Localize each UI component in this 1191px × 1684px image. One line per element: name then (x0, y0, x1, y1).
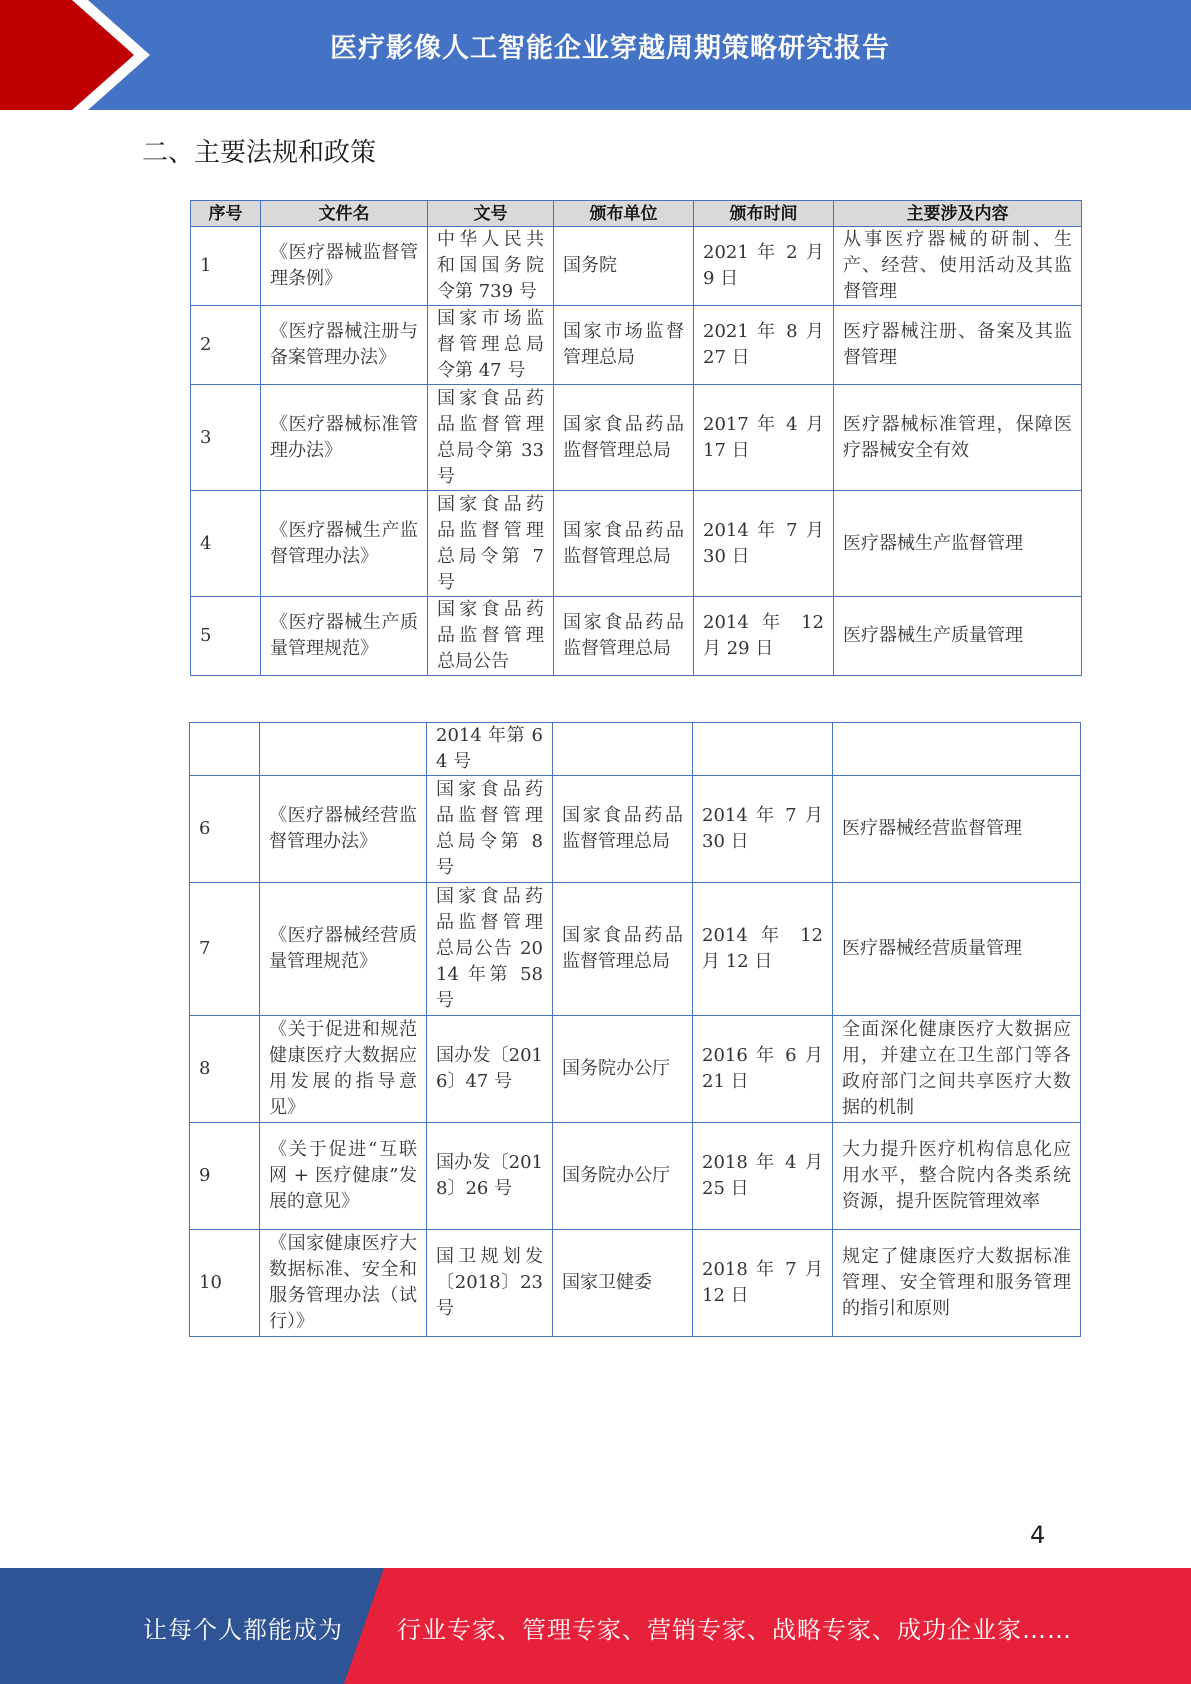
cell-main-content: 医疗器械经营监督管理 (833, 776, 1081, 883)
table-row (191, 306, 1082, 385)
cell-issuer: 国家食品药品监督管理总局 (554, 597, 694, 676)
cell-issuer: 国家市场监督管理总局 (554, 306, 694, 385)
cell-main-content: 医疗器械经营质量管理 (833, 883, 1081, 1016)
table-row (190, 776, 1081, 883)
table-row (190, 1123, 1081, 1230)
cell-document-number: 国办发〔2016〕47 号 (427, 1016, 553, 1123)
cell-no: 7 (190, 883, 260, 1016)
regulations-table-part-1 (190, 200, 1082, 676)
cell-document-name (260, 723, 427, 776)
cell-main-content: 医疗器械标准管理，保障医疗器械安全有效 (834, 385, 1082, 491)
cell-issue-date: 2021 年 8 月 27 日 (694, 306, 834, 385)
cell-issue-date: 2014 年 7 月 30 日 (693, 776, 833, 883)
header-issuer: 颁布单位 (554, 201, 694, 227)
cell-main-content: 全面深化健康医疗大数据应用，并建立在卫生部门等各政府部门之间共享医疗大数据的机制 (833, 1016, 1081, 1123)
cell-document-name: 《国家健康医疗大数据标准、安全和服务管理办法（试行）》 (260, 1230, 427, 1337)
cell-no: 9 (190, 1123, 260, 1230)
cell-document-number: 国家食品药品监督管理总局令第 7 号 (428, 491, 554, 597)
cell-document-name: 《医疗器械标准管理办法》 (261, 385, 428, 491)
cell-issuer: 国家食品药品监督管理总局 (553, 776, 693, 883)
section-heading: 二、主要法规和政策 (142, 138, 377, 168)
cell-document-name: 《医疗器械生产监督管理办法》 (261, 491, 428, 597)
cell-issue-date: 2017 年 4 月 17 日 (694, 385, 834, 491)
cell-document-number: 国家市场监督管理总局令第 47 号 (428, 306, 554, 385)
table-header-row (191, 201, 1082, 227)
cell-no: 2 (191, 306, 261, 385)
cell-no: 5 (191, 597, 261, 676)
cell-issuer: 国家食品药品监督管理总局 (554, 385, 694, 491)
footer-slogan-right: 行业专家、管理专家、营销专家、战略专家、成功企业家…… (397, 1616, 1072, 1644)
cell-document-name: 《医疗器械监督管理条例》 (261, 227, 428, 306)
cell-document-name: 《医疗器械生产质量管理规范》 (261, 597, 428, 676)
table-row (190, 1230, 1081, 1337)
page-footer (0, 1568, 1191, 1684)
footer-slogan-left: 让每个人都能成为 (143, 1616, 343, 1644)
header-document-number: 文号 (428, 201, 554, 227)
cell-issuer: 国家食品药品监督管理总局 (554, 491, 694, 597)
cell-document-name: 《关于促进“互联网 + 医疗健康”发展的意见》 (260, 1123, 427, 1230)
cell-issuer: 国务院 (554, 227, 694, 306)
cell-document-number: 国卫规划发〔2018〕23 号 (427, 1230, 553, 1337)
table-row (191, 227, 1082, 306)
cell-no: 3 (191, 385, 261, 491)
table-row (191, 597, 1082, 676)
table-row (190, 1016, 1081, 1123)
cell-issue-date: 2014 年 7 月 30 日 (694, 491, 834, 597)
cell-document-name: 《医疗器械注册与备案管理办法》 (261, 306, 428, 385)
cell-no: 10 (190, 1230, 260, 1337)
cell-document-name: 《医疗器械经营监督管理办法》 (260, 776, 427, 883)
cell-document-number: 中华人民共和国国务院令第 739 号 (428, 227, 554, 306)
cell-main-content (833, 723, 1081, 776)
cell-document-number: 国办发〔2018〕26 号 (427, 1123, 553, 1230)
page-number: 4 (1030, 1521, 1046, 1549)
page-header (0, 0, 1191, 110)
cell-no: 6 (190, 776, 260, 883)
cell-main-content: 医疗器械生产监督管理 (834, 491, 1082, 597)
cell-document-name: 《关于促进和规范健康医疗大数据应用发展的指导意见》 (260, 1016, 427, 1123)
cell-document-name: 《医疗器械经营质量管理规范》 (260, 883, 427, 1016)
cell-issue-date: 2016 年 6 月 21 日 (693, 1016, 833, 1123)
header-issue-date: 颁布时间 (694, 201, 834, 227)
cell-no (190, 723, 260, 776)
cell-issuer (553, 723, 693, 776)
cell-issue-date: 2018 年 7 月 12 日 (693, 1230, 833, 1337)
table-continuation-row (190, 723, 1081, 776)
cell-no: 4 (191, 491, 261, 597)
cell-issue-date: 2014 年 12 月 29 日 (694, 597, 834, 676)
cell-main-content: 医疗器械注册、备案及其监督管理 (834, 306, 1082, 385)
cell-issue-date: 2021 年 2 月 9 日 (694, 227, 834, 306)
cell-issuer: 国家食品药品监督管理总局 (553, 883, 693, 1016)
cell-document-number: 国家食品药品监督管理总局公告 2014 年第 58 号 (427, 883, 553, 1016)
cell-main-content: 大力提升医疗机构信息化应用水平，整合院内各类系统资源，提升医院管理效率 (833, 1123, 1081, 1230)
cell-no: 8 (190, 1016, 260, 1123)
table-row (191, 385, 1082, 491)
header-no: 序号 (191, 201, 261, 227)
cell-document-number: 国家食品药品监督管理总局公告 (428, 597, 554, 676)
cell-main-content: 医疗器械生产质量管理 (834, 597, 1082, 676)
cell-issuer: 国家卫健委 (553, 1230, 693, 1337)
table-row (190, 883, 1081, 1016)
header-main-content: 主要涉及内容 (834, 201, 1082, 227)
cell-issuer: 国务院办公厅 (553, 1123, 693, 1230)
report-title: 医疗影像人工智能企业穿越周期策略研究报告 (330, 33, 890, 64)
cell-document-number: 国家食品药品监督管理总局令第 8 号 (427, 776, 553, 883)
regulations-table-part-2 (189, 722, 1081, 1337)
cell-document-number: 国家食品药品监督管理总局令第 33 号 (428, 385, 554, 491)
cell-document-number: 2014 年第 64 号 (427, 723, 553, 776)
cell-issue-date: 2014 年 12 月 12 日 (693, 883, 833, 1016)
header-document-name: 文件名 (261, 201, 428, 227)
cell-issuer: 国务院办公厅 (553, 1016, 693, 1123)
cell-main-content: 规定了健康医疗大数据标准管理、安全管理和服务管理的指引和原则 (833, 1230, 1081, 1337)
cell-issue-date (693, 723, 833, 776)
cell-issue-date: 2018 年 4 月 25 日 (693, 1123, 833, 1230)
cell-main-content: 从事医疗器械的研制、生产、经营、使用活动及其监督管理 (834, 227, 1082, 306)
cell-no: 1 (191, 227, 261, 306)
table-row (191, 491, 1082, 597)
